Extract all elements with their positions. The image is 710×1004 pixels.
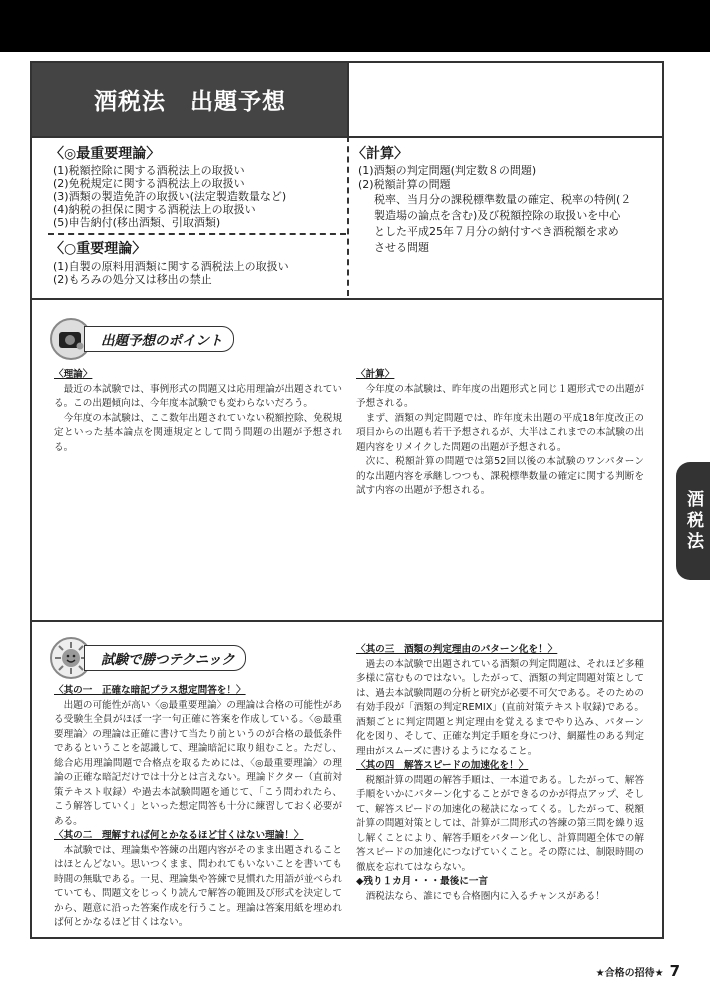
- footer-label: ★合格の招待★: [595, 967, 664, 979]
- list-item: (1)酒類の判定問題(判定数８の問題): [358, 164, 537, 177]
- calc-list: [358, 164, 631, 256]
- closing-heading: ◆残り１カ月・・・最後に一言: [356, 876, 489, 887]
- points-label: 出題予想のポイント: [84, 326, 234, 352]
- paragraph: 過去の本試験で出題されている酒類の判定問題は、それほど多種多様に富むものではない。したがって、酒類の判定問題対策としては、過去本試験問題の分析と研究が必要不可欠である。そのための有効手段が「酒類の判定REMIX」(直前対策テキスト収録)である。酒類ごとに判定問題と判定理由を覚えるまでやり込み、パターン化を図り、そして、正確な判定手順を身につけ、網羅性のある判定理由がスムーズに書けるようになること。: [356, 658, 644, 757]
- title-box: [32, 63, 348, 136]
- technique-badge: [50, 637, 246, 679]
- points-theory-heading: 〈理論〉: [54, 369, 93, 380]
- list-item: (2)免税規定に関する酒税法上の取扱い: [53, 177, 245, 190]
- side-tab-label: 酒税法: [683, 489, 703, 553]
- list-item: 税率、当月分の課税標準数量の確定、税率の特例(２: [374, 193, 632, 206]
- technique-label: 試験で勝つテクニック: [84, 645, 246, 671]
- points-badge: [50, 318, 234, 360]
- page-number: 7: [669, 962, 680, 980]
- points-calc-text: [356, 368, 644, 499]
- list-item: (3)酒類の製造免許の取扱い(法定製造数量など): [53, 190, 287, 203]
- most-important-theory-heading: 〈◎最重要理論〉: [50, 146, 161, 162]
- paragraph: 今年度の本試験は、ここ数年出題されていない税額控除、免税規定といった基本論点を関連規定として問う問題の出題が予想される。: [54, 412, 342, 453]
- paragraph: 最近の本試験では、事例形式の問題又は応用理論が出題されている。この出題傾向は、今年度本試験でも変わらないだろう。: [54, 383, 342, 409]
- paragraph: 税額計算の問題の解答手順は、一本道である。したがって、解答手順をいかにパターン化することができるのかが得点アップ、そして、解答スピードの加速化の秘訣になってくる。したがって、税額計算の問題対策としては、計算が二問形式の答練の第三問を繰り返し解くことにより、解答手順をパターン化し、計算問題全体での解答スピードの加速化につなげていくこと。その際には、制限時間の徹底を忘れてはならない。: [356, 774, 644, 873]
- paragraph: 今年度の本試験は、昨年度の出題形式と同じ１題形式での出題が予想される。: [356, 383, 644, 409]
- points-theory-text: [54, 368, 342, 455]
- dashed-divider-h: [48, 233, 346, 235]
- page-title: 酒税法 出題予想: [94, 89, 286, 115]
- dashed-divider-v: [347, 136, 349, 296]
- top-black-bar: [0, 0, 710, 52]
- closing-text: 酒税法なら、誰にでも合格圏内に入るチャンスがある！: [365, 890, 605, 902]
- list-item: させる問題: [374, 241, 429, 254]
- most-important-theory-list: [53, 164, 286, 229]
- side-tab: [676, 462, 710, 580]
- list-item: とした平成25年７月分の納付すべき酒税額を求め: [374, 225, 619, 238]
- points-calc-heading: 〈計算〉: [356, 369, 395, 380]
- important-theory-heading: 〈○重要理論〉: [50, 241, 147, 257]
- list-item: (4)納税の担保に関する酒税法上の取扱い: [53, 203, 256, 216]
- paragraph: まず、酒類の判定問題では、昨年度未出題の平成18年度改正の項目からの出題も若干予想されるが、大半はこれまでの本試験の出題内容をリメイクした問題の出題が予想される。: [356, 412, 644, 453]
- technique-heading: 〈其の三 酒類の判定理由のパターン化を！〉: [356, 644, 558, 655]
- important-theory-list: [53, 260, 289, 286]
- list-item: (1)税額控除に関する酒税法上の取扱い: [53, 164, 245, 177]
- technique-left-text: [54, 684, 342, 931]
- list-item: (2)税額計算の問題: [358, 178, 451, 191]
- divider-theory: [32, 298, 662, 300]
- footer: [596, 962, 680, 980]
- paragraph: 出題の可能性が高い〈◎最重要理論〉の理論は合格の可能性がある受験生全員がほぼ一字一句正確に答案を作成している。〈◎最重要理論〉の理論は正確に書けて当たり前というのが合格の最低条件であるということを認識して、理論暗記に取り組むこと。ただし、総合応用理論問題で合格点を取るためには、〈◎最重要理論〉の理論の正確な暗記だけでは十分とは言えない。理論ドクター（直前対策テキスト収録）や過去本試験問題を通じて、「こう問われたら、こう解答していく」といった想定問答も十分に練習しておく必要がある。: [54, 699, 342, 827]
- calc-heading: 〈計算〉: [352, 146, 408, 162]
- technique-heading: 〈其の四 解答スピードの加速化を！〉: [356, 760, 529, 771]
- list-item: (5)申告納付(移出酒類、引取酒類): [53, 216, 221, 229]
- paragraph: 本試験では、理論集や答練の出題内容がそのまま出題されることはほとんどない。思いつくまま、問われてもいないことを書いても時間の無駄である。一見、理論集や答練で見慣れた用語が並べられていても、問題文をじっくり読んで解答の範囲及び形式を決定してから、題意に沿った答案作成を行うこと。理論は答案用紙を埋めれば何とかなるほど甘くはない。: [54, 844, 342, 928]
- list-item: (2)もろみの処分又は移出の禁止: [53, 273, 212, 286]
- divider-points: [32, 620, 662, 622]
- technique-right-text: [356, 643, 644, 904]
- title-divider: [347, 63, 349, 136]
- list-item: (1)自製の原料用酒類に関する酒税法上の取扱い: [53, 260, 289, 273]
- list-item: 製造場の論点を含む)及び税額控除の取扱いを中心: [374, 209, 621, 222]
- technique-heading: 〈其の二 理解すれば何とかなるほど甘くはない理論！〉: [54, 830, 304, 841]
- paragraph: 次に、税額計算の問題では第52回以後の本試験のワンパターン的な出題内容を承継しつつも、課税標準数量の確定に関する判断を試す内容の出題が予想される。: [356, 456, 644, 496]
- technique-heading: 〈其の一 正確な暗記プラス想定問答を！〉: [54, 685, 246, 696]
